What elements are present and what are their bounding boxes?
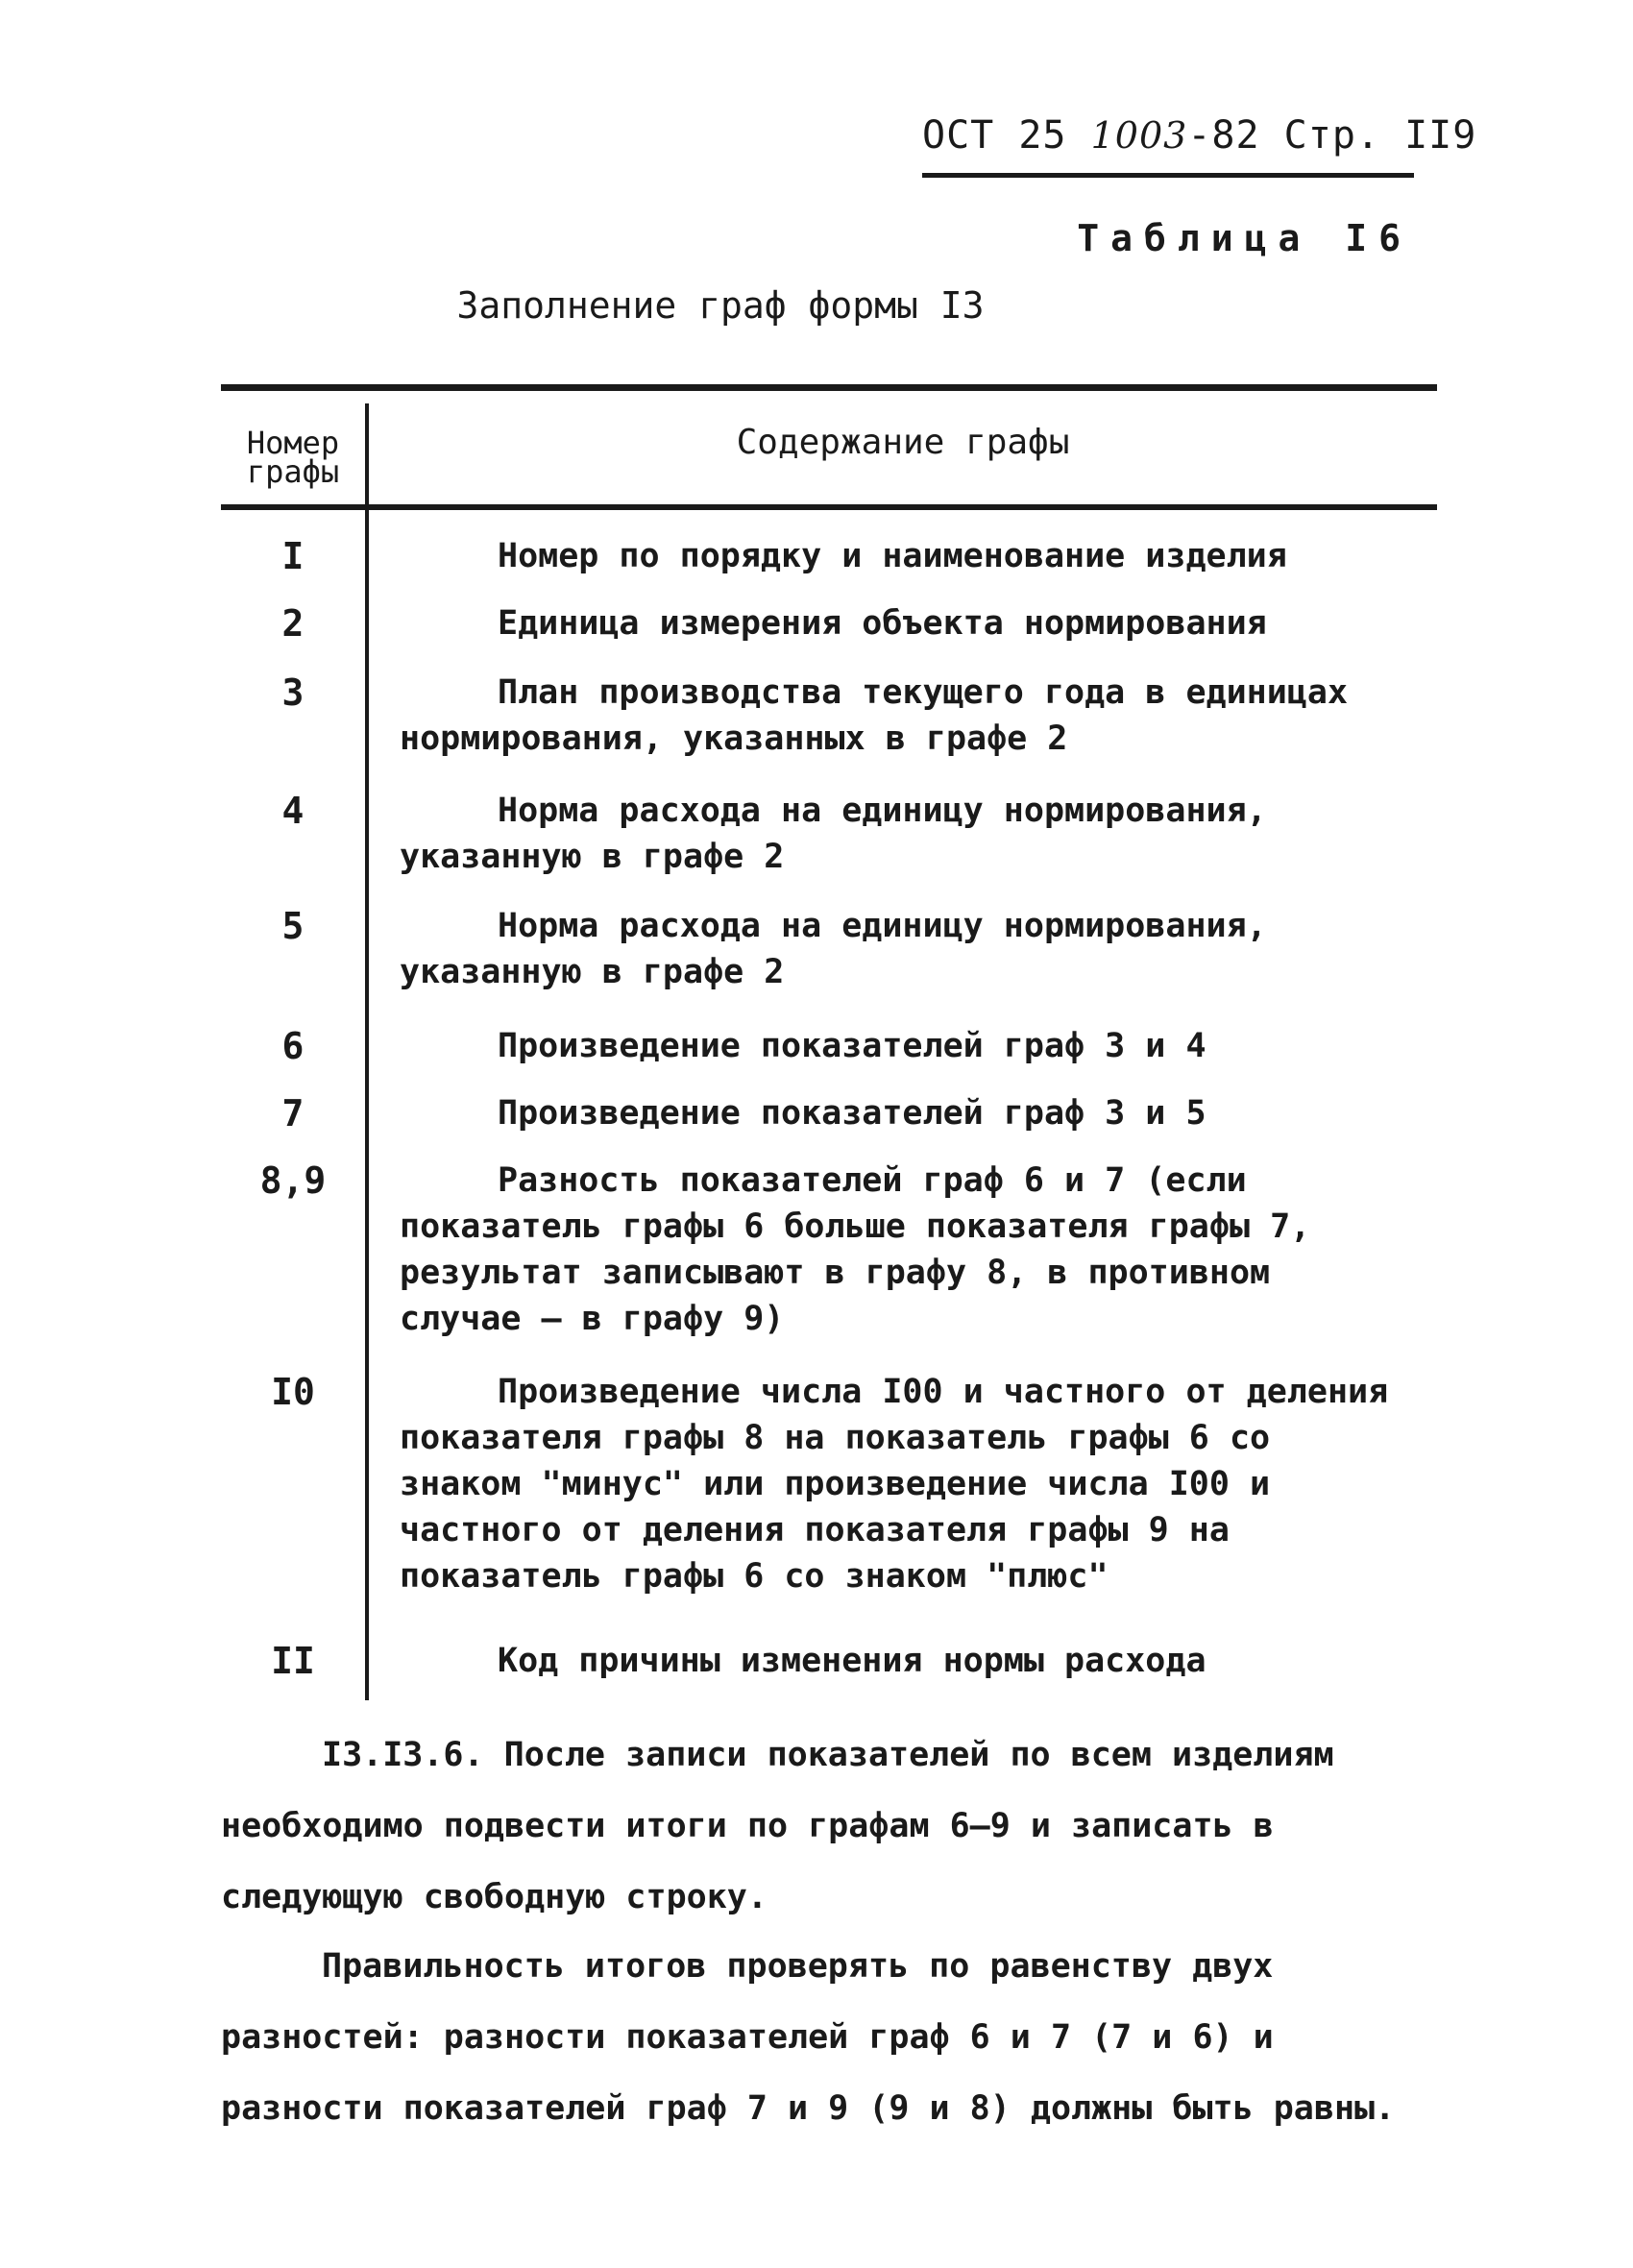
page-label: Стр. [1283,113,1380,158]
column-header-number: Номер графы [246,425,340,490]
table-top-rule [221,384,1437,391]
row-text: Норма расхода на единицу нормирования, указанную в графе 2 [400,907,1267,991]
table-label: Таблица I6 [1077,217,1412,259]
row-text: Разность показателей граф 6 и 7 (если показатель графы 6 больше показателя графы 7, результат записывают в графу 8, в противном случае – в графу 9) [400,1161,1311,1338]
fill-table [221,384,1437,1710]
table-caption: Заполнение граф формы I3 [456,284,985,327]
paragraph: I3.I3.6. После записи показателей по всем изделиям необходимо подвести итоги по графам 6–9 и записать в следующую свободную строку. [221,1736,1334,1916]
row-text: План производства текущего года в единицах нормирования, указанных в графе 2 [400,673,1349,758]
row-number: 2 [281,602,305,645]
row-number: 6 [281,1025,305,1067]
row-number: I0 [271,1371,315,1413]
header-underline [922,173,1414,178]
page-header [922,113,1477,171]
row-number: 7 [281,1092,305,1134]
column-header-content: Содержание графы [736,423,1070,462]
row-text: Номер по порядку и наименование изделия [498,537,1287,575]
column-divider [365,403,369,1700]
row-text: Произведение числа I00 и частного от деления показателя графы 8 на показатель графы 6 со знаком "минус" или произведение числа I00 и частного от деления показателя графы 9 на показатель графы 6 со знаком "плюс" [400,1373,1389,1596]
standard-year: -82 [1187,113,1260,158]
row-text: Норма расхода на единицу нормирования, указанную в графе 2 [400,792,1267,876]
row-text: Единица измерения объекта нормирования [498,604,1267,643]
page-number: II9 [1404,113,1477,158]
row-number: 8,9 [259,1159,327,1202]
row-text: Произведение показателей граф 3 и 4 [498,1027,1206,1065]
table-header-rule [221,504,1437,510]
standard-prefix: ОСТ 25 [922,113,1067,158]
row-text: Произведение показателей граф 3 и 5 [498,1094,1206,1133]
row-number: I [281,535,305,577]
row-number: 5 [281,905,305,947]
row-number: 3 [281,671,305,714]
paragraph: Правильность итогов проверять по равенству двух разностей: разности показателей граф 6 и 7 (7 и 6) и разности показателей граф 7 и 9 (9 и 8) должны быть равны. [221,1947,1396,2128]
row-number: 4 [281,790,305,832]
standard-number-handwritten: 1003 [1090,114,1188,157]
row-text: Код причины изменения нормы расхода [498,1642,1206,1680]
row-number: II [271,1640,315,1682]
